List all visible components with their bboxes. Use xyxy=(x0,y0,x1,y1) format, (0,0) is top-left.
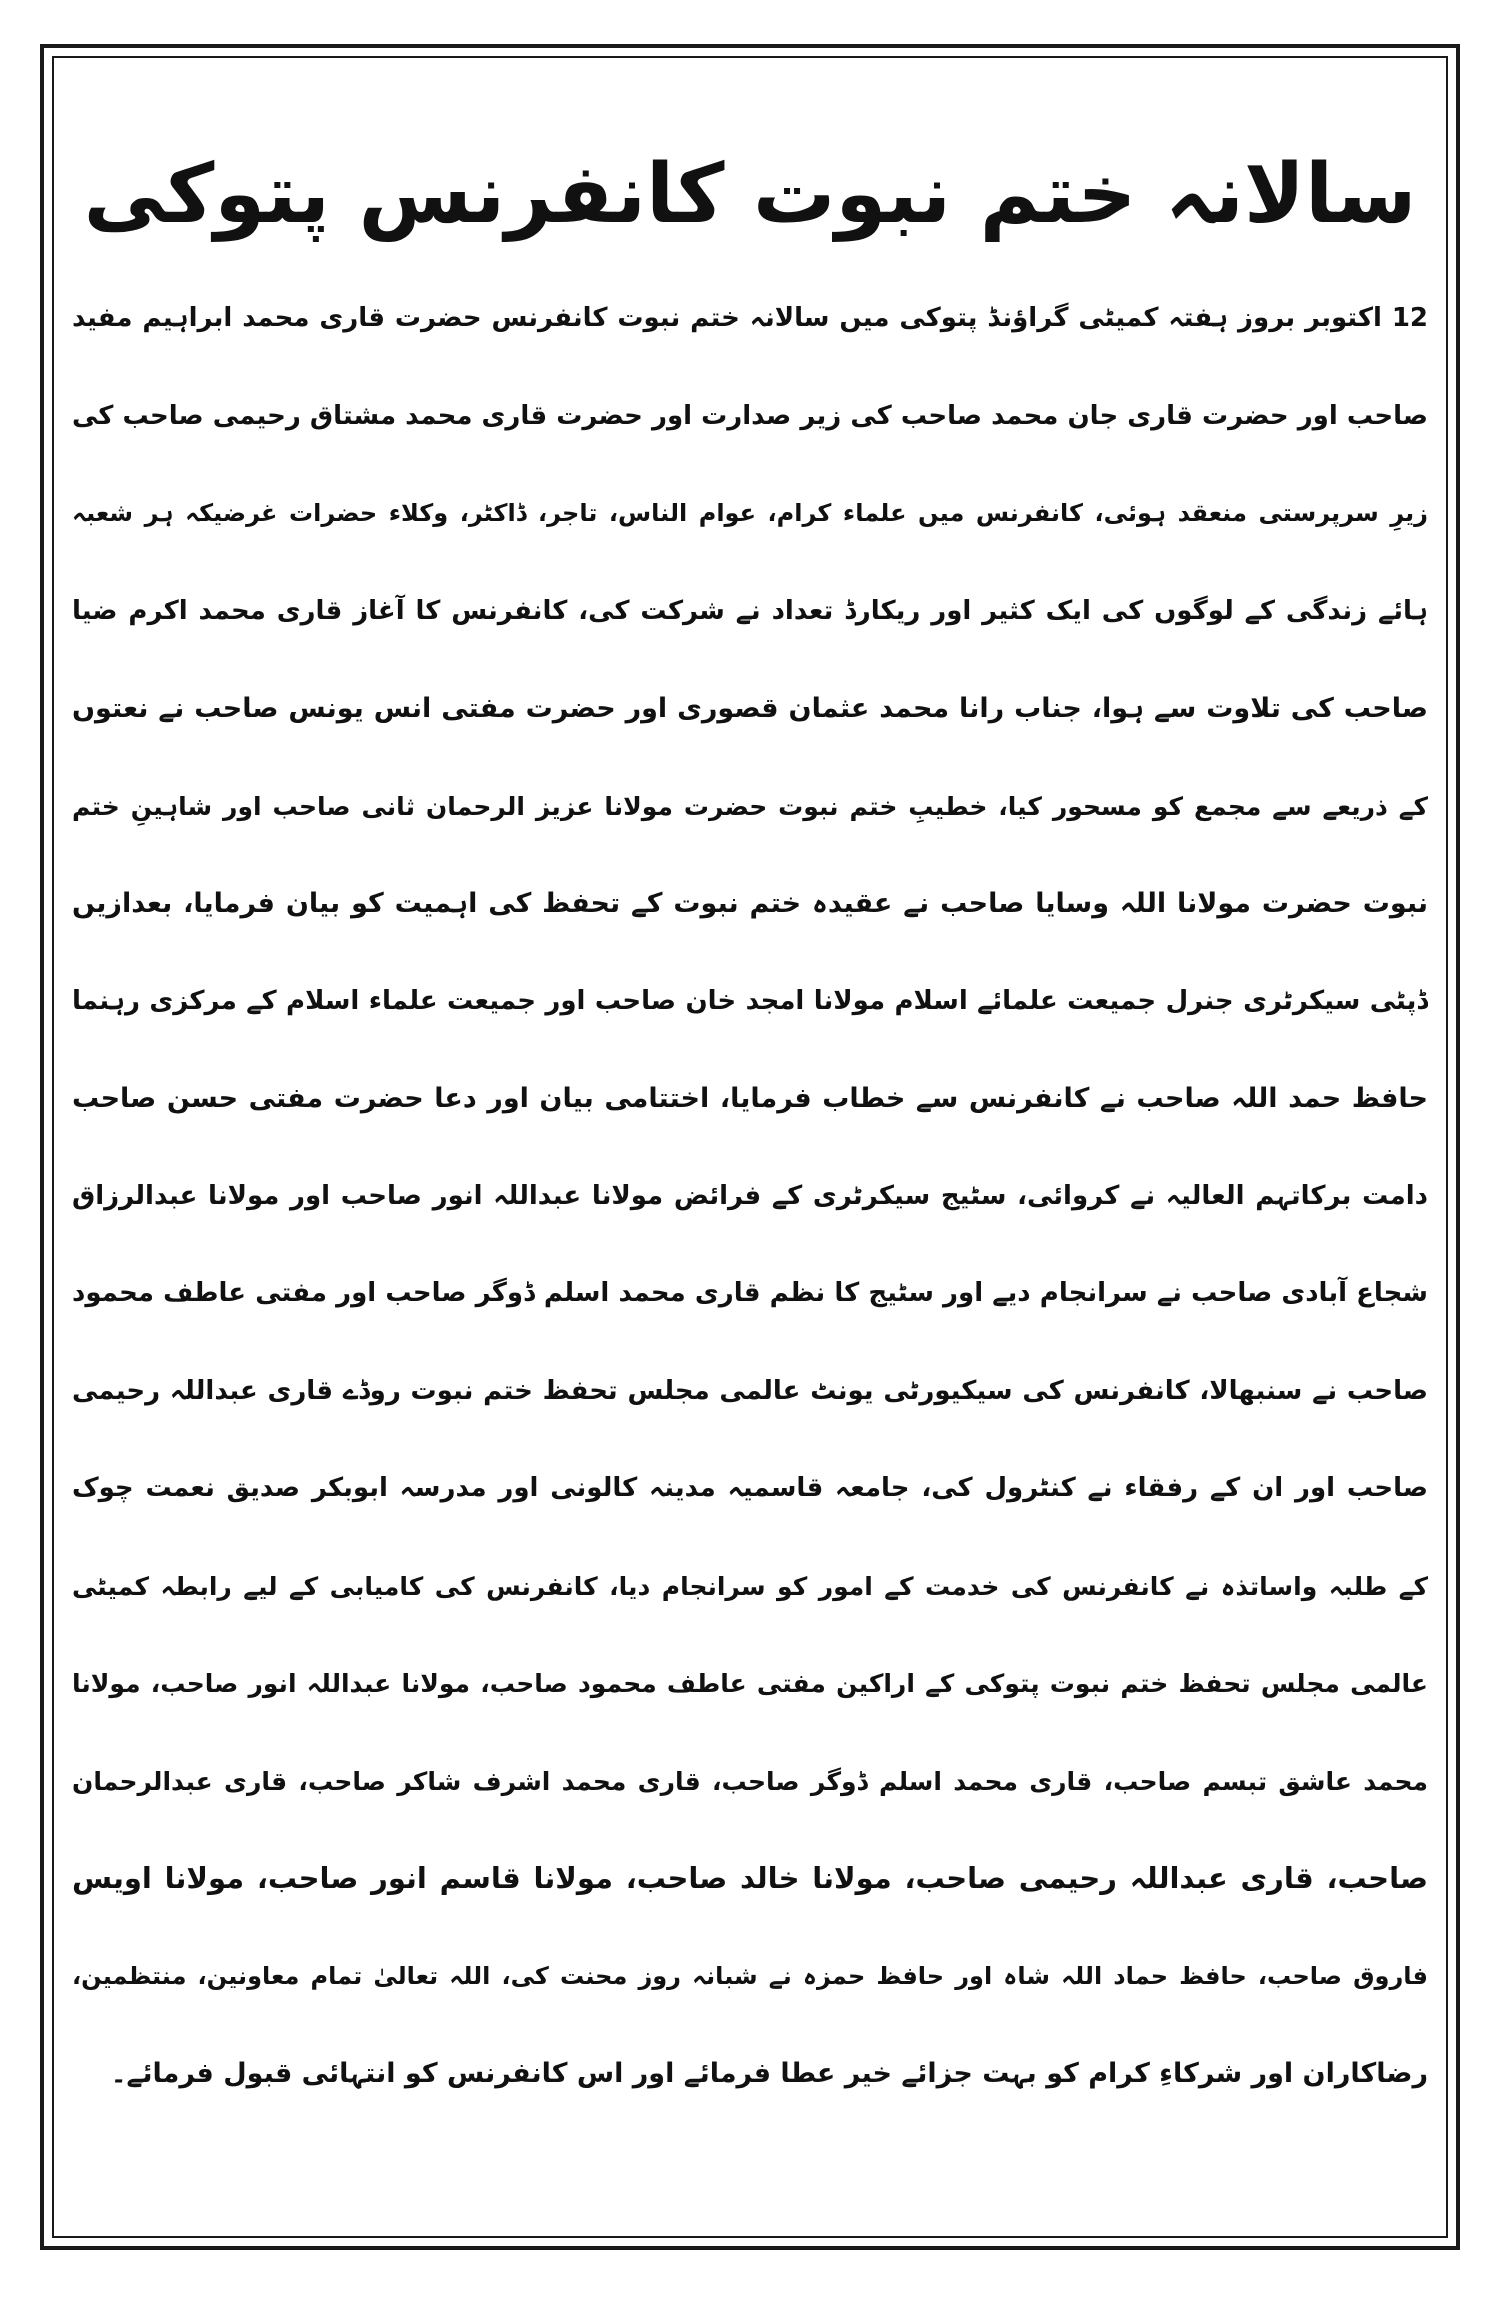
body-line: 12 اکتوبر بروز ہفتہ کمیٹی گراؤنڈ پتوکی میں سالانہ ختم نبوت کانفرنس حضرت قاری محمد ابراہیم مفید xyxy=(72,303,1428,333)
body-line: رضاکاران اور شرکاءِ کرام کو بہت جزائے خیر عطا فرمائے اور اس کانفرنس کو انتہائی قبول فرمائے۔ xyxy=(110,2058,1428,2089)
body-line: صاحب نے سنبھالا، کانفرنس کی سیکیورٹی یونٹ عالمی مجلس تحفظ ختم نبوت روڈے قاری عبداللہ رحیمی xyxy=(72,1375,1428,1406)
article-body xyxy=(72,270,1428,2123)
body-line: ڈپٹی سیکرٹری جنرل جمیعت علمائے اسلام مولانا امجد خان صاحب اور جمیعت علماء اسلام کے مرکزی رہنما xyxy=(72,985,1428,1016)
body-line: نبوت حضرت مولانا اللہ وسایا صاحب نے عقیدہ ختم نبوت کے تحفظ کی اہمیت کو بیان فرمایا، بعدازیں xyxy=(72,888,1428,919)
body-line: حافظ حمد اللہ صاحب نے کانفرنس سے خطاب فرمایا، اختتامی بیان اور دعا حضرت مفتی حسن صاحب xyxy=(72,1083,1428,1114)
body-line: صاحب، قاری عبداللہ رحیمی صاحب، مولانا خالد صاحب، مولانا قاسم انور صاحب، مولانا اویس xyxy=(72,1861,1428,1895)
body-line: عالمی مجلس تحفظ ختم نبوت پتوکی کے اراکین مفتی عاطف محمود صاحب، مولانا عبداللہ انور صاحب، مولانا xyxy=(72,1669,1428,1698)
body-line: کے طلبہ واساتذہ نے کانفرنس کی خدمت کے امور کو سرانجام دیا، کانفرنس کی کامیابی کے لیے رابطہ کمیٹی xyxy=(72,1571,1428,1601)
body-line: صاحب اور ان کے رفقاء نے کنٹرول کی، جامعہ قاسمیہ مدینہ کالونی اور مدرسہ ابوبکر صدیق نعمت چوک xyxy=(72,1473,1428,1503)
news-article xyxy=(72,70,1428,2220)
body-line: زیرِ سرپرستی منعقد ہوئی، کانفرنس میں علماء کرام، عوام الناس، تاجر، ڈاکٹر، وکلاء حضرات غرضیکہ ہر شعبہ xyxy=(72,499,1428,527)
body-line: شجاع آبادی صاحب نے سرانجام دیے اور سٹیج کا نظم قاری محمد اسلم ڈوگر صاحب اور مفتی عاطف محمود xyxy=(72,1278,1428,1308)
body-line: صاحب کی تلاوت سے ہوا، جناب رانا محمد عثمان قصوری اور حضرت مفتی انس یونس صاحب نے نعتوں xyxy=(72,693,1428,724)
body-line: کے ذریعے سے مجمع کو مسحور کیا، خطیبِ ختم نبوت حضرت مولانا عزیز الرحمان ثانی صاحب اور شاہینِ ختم xyxy=(72,791,1428,821)
body-line: فاروق صاحب، حافظ حماد اللہ شاہ اور حافظ حمزہ نے شبانہ روز محنت کی، اللہ تعالیٰ تمام معاونین، منتظمین، xyxy=(72,1961,1428,1990)
body-line: محمد عاشق تبسم صاحب، قاری محمد اسلم ڈوگر صاحب، قاری محمد اشرف شاکر صاحب، قاری عبدالرحمان xyxy=(72,1766,1428,1796)
article-headline: سالانہ ختم نبوت کانفرنس پتوکی xyxy=(83,147,1417,242)
body-line: ہائے زندگی کے لوگوں کی ایک کثیر اور ریکارڈ تعداد نے شرکت کی، کانفرنس کا آغاز قاری محمد اکرم ضیا xyxy=(72,595,1428,626)
body-line: صاحب اور حضرت قاری جان محمد صاحب کی زیر صدارت اور حضرت قاری محمد مشتاق رحیمی صاحب کی xyxy=(72,400,1428,431)
body-line: دامت برکاتہم العالیہ نے کروائی، سٹیج سیکرٹری کے فرائض مولانا عبداللہ انور صاحب اور مولانا عبدالرزاق xyxy=(72,1180,1428,1211)
